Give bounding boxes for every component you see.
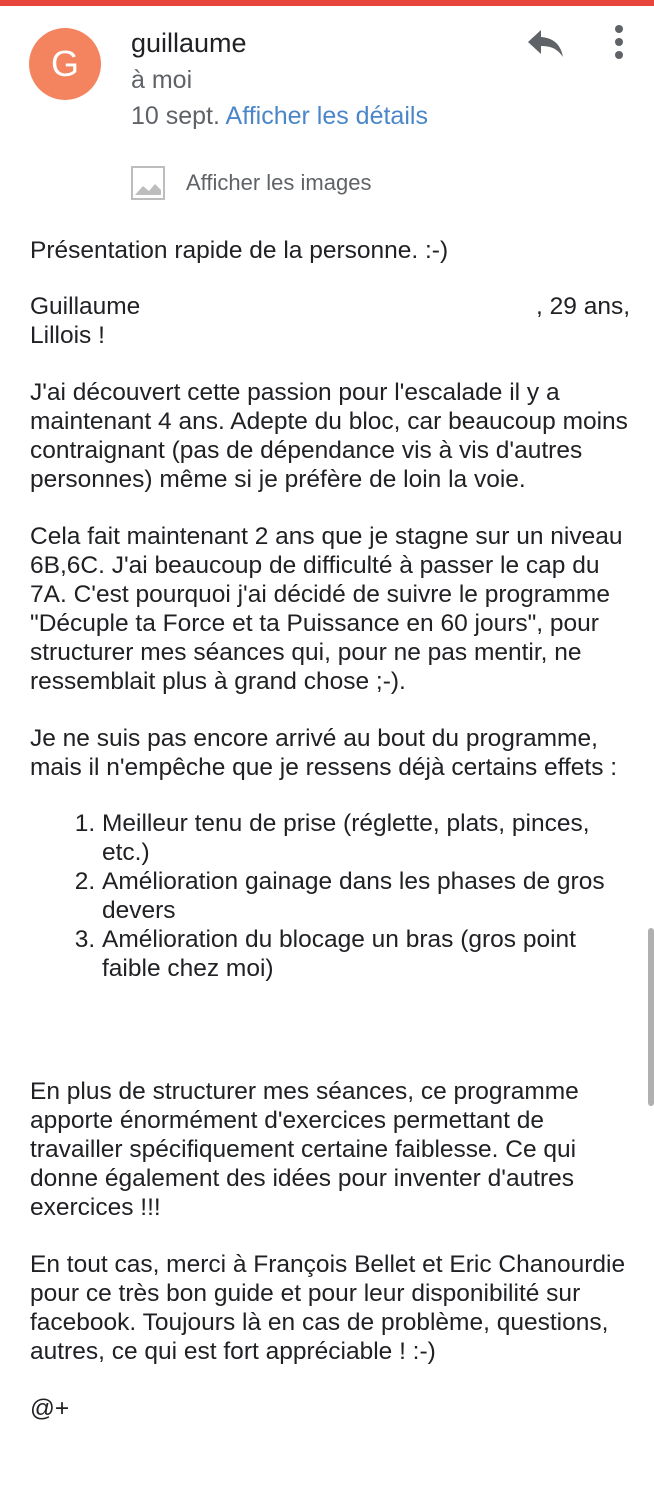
more-vert-icon (604, 24, 634, 60)
intro-text: Présentation rapide de la personne. :-) (30, 237, 449, 264)
paragraph: Cela fait maintenant 2 ans que je stagne sur un niveau 6B,6C. J'ai beaucoup de difficulté à passer le cap du 7A. C'est pourquoi j'ai décidé de suivre le programme "Décuple ta Force et ta Puissance en 60 jours", pour structurer mes séances qui, pour ne pas mentir, ne ressemblait plus à grand chose ;-). (30, 523, 623, 695)
scrollbar-thumb[interactable] (648, 928, 654, 1106)
paragraph: Je ne suis pas encore arrivé au bout du programme, mais il n'empêche que je ressens déjà certains effets : (30, 725, 618, 781)
name-line (30, 292, 630, 321)
message-body (30, 236, 630, 1423)
reply-icon (526, 26, 566, 60)
paragraph: En plus de structurer mes séances, ce programme apporte énormément d'exercices permettant de travailler spécifiquement certaine faiblesse. Ce qui donne également des idées pour inventer d'autres exercices !!! (30, 1078, 579, 1221)
signoff: @+ (30, 1395, 70, 1422)
person-origin: Lillois ! (30, 322, 105, 349)
paragraph: J'ai découvert cette passion pour l'escalade il y a maintenant 4 ans. Adepte du bloc, car beaucoup moins contraignant (pas de dépendance vis à vis d'autres personnes) même si je préfère de loin la voie. (30, 379, 628, 493)
message-date: 10 sept. (131, 102, 220, 130)
person-name: Guillaume (30, 293, 141, 320)
list-item: 3. Amélioration du blocage un bras (gros point faible chez moi) (102, 925, 630, 983)
person-age: , 29 ans, (536, 293, 630, 320)
show-details-link[interactable]: Afficher les détails (225, 102, 428, 130)
recipient-label: à moi (131, 66, 193, 94)
accent-bar (0, 0, 654, 6)
sender-name[interactable]: guillaume (131, 28, 247, 58)
list-item: 2. Amélioration gainage dans les phases de gros devers (102, 867, 630, 925)
date-line (131, 102, 428, 131)
reply-button[interactable] (526, 26, 566, 60)
paragraph: En tout cas, merci à François Bellet et Eric Chanourdie pour ce très bon guide et pour leur disponibilité sur facebook. Toujours là en cas de problème, questions, autres, ce qui est fort appréciable ! :-) (30, 1251, 626, 1365)
image-placeholder-icon[interactable] (131, 166, 165, 200)
show-images-link[interactable]: Afficher les images (186, 170, 372, 195)
more-options-button[interactable] (604, 24, 634, 60)
avatar[interactable] (29, 28, 101, 100)
list-item: 1. Meilleur tenu de prise (réglette, plats, pinces, etc.) (102, 809, 630, 867)
avatar-letter: G (50, 43, 79, 84)
effects-list (30, 809, 630, 983)
